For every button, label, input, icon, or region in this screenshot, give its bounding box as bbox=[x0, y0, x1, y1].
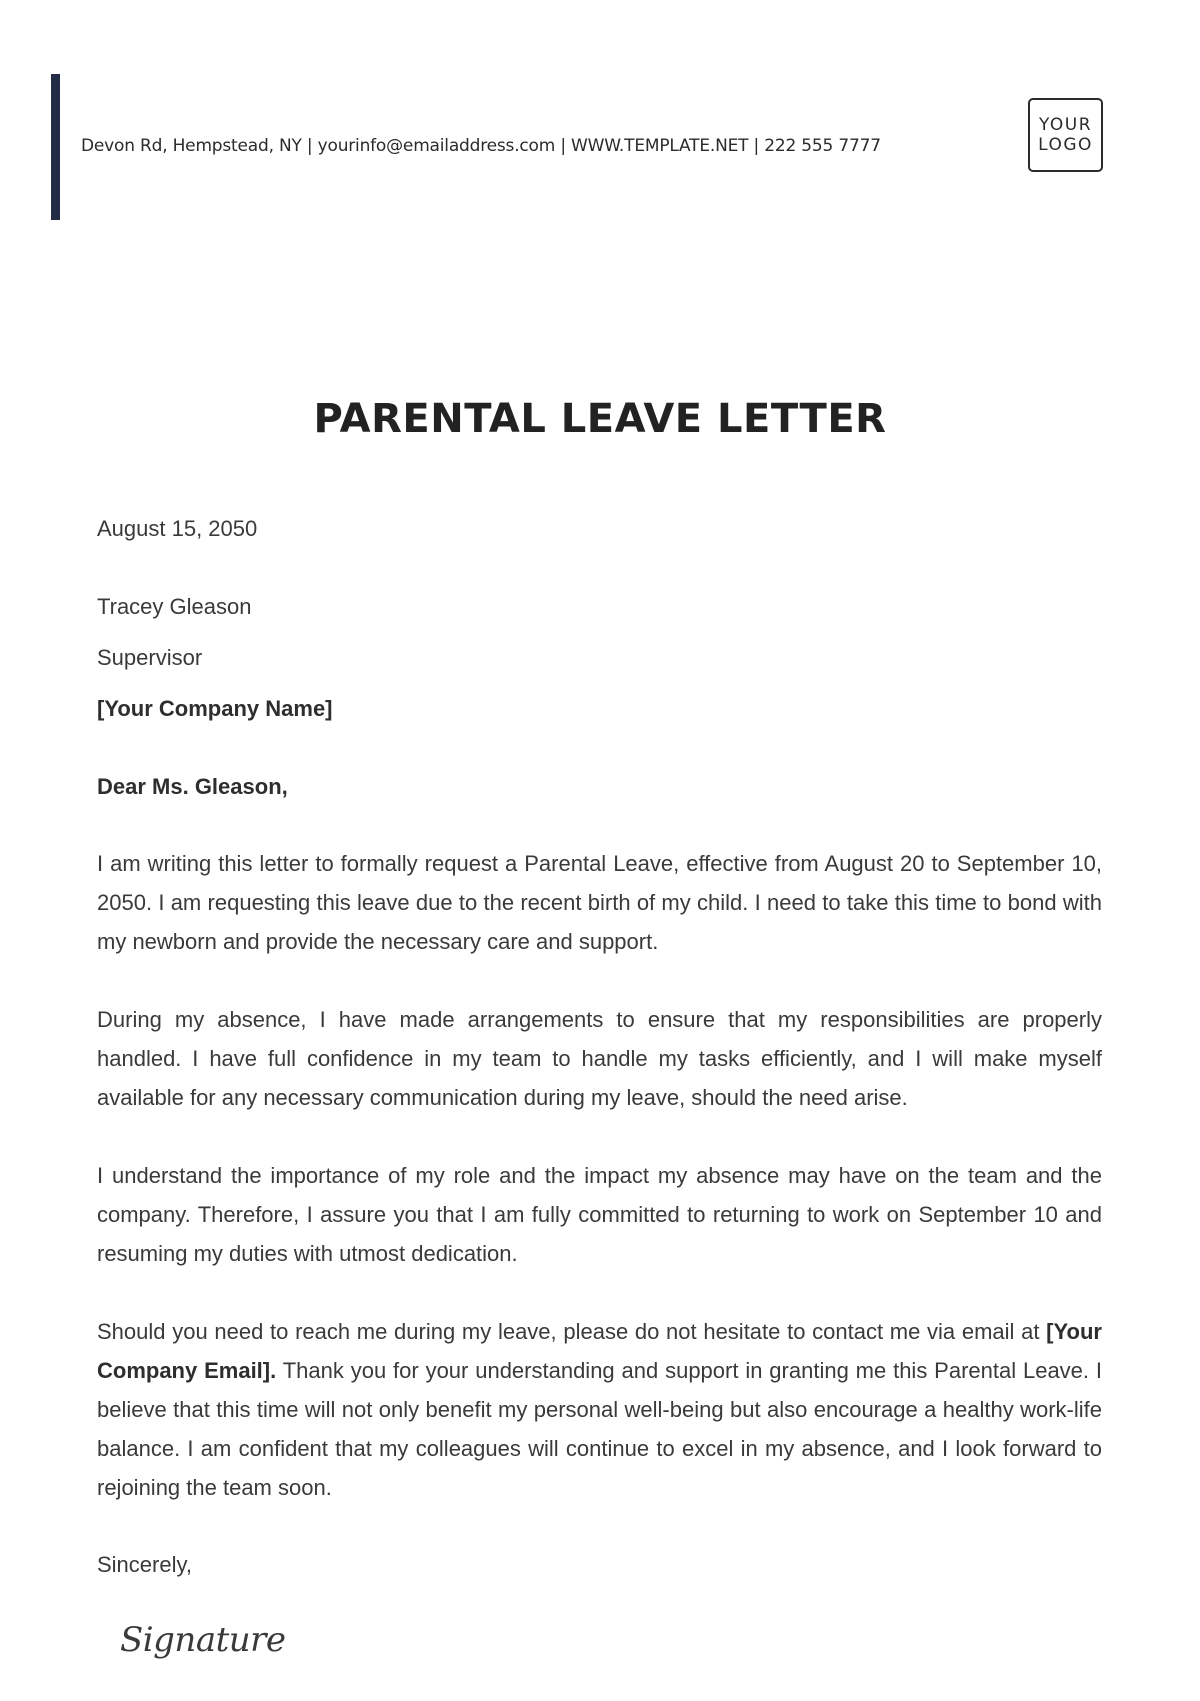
header-accent-bar bbox=[51, 74, 60, 220]
signature: Signature bbox=[120, 1620, 286, 1660]
company-name: [Your Company Name] bbox=[97, 696, 333, 721]
logo-placeholder bbox=[1028, 98, 1103, 172]
body-paragraph-3: I understand the importance of my role and the impact my absence may have on the team and the company. Therefore, I assure you that I am fully committed to returning to work on September 10 and resuming my duties with utmost dedication. bbox=[97, 1163, 1102, 1266]
body-paragraph-1: I am writing this letter to formally request a Parental Leave, effective from August 20 to September 10, 2050. I am requesting this leave due to the recent birth of my child. I need to take this time to bond with my newborn and provide the necessary care and support. bbox=[97, 851, 1102, 954]
recipient-title: Supervisor bbox=[97, 645, 203, 670]
paragraph4-end: Thank you for your understanding and support in granting me this Parental Leave. I believe that this time will not only benefit my personal well-being but also encourage a healthy work-life balance. I am confident that my colleagues will continue to excel in my absence, and I look forward to rejoining the team soon. bbox=[97, 1358, 1103, 1500]
recipient-name: Tracey Gleason bbox=[97, 594, 252, 619]
company-email: [Your Company Email]. bbox=[97, 1319, 1102, 1383]
logo-text-line2: LOGO bbox=[1038, 135, 1093, 155]
salutation: Dear Ms. Gleason, bbox=[97, 774, 288, 799]
body-paragraph-4 bbox=[97, 1312, 1102, 1507]
contact-info: Devon Rd, Hempstead, NY | yourinfo@emailaddress.com | WWW.TEMPLATE.NET | 222 555 7777 bbox=[81, 136, 881, 156]
letter-date: August 15, 2050 bbox=[97, 516, 258, 541]
logo-text-line1: YOUR bbox=[1038, 115, 1093, 135]
page-title: PARENTAL LEAVE LETTER bbox=[313, 396, 887, 442]
paragraph4-start: Should you need to reach me during my leave, please do not hesitate to contact me via email at bbox=[97, 1319, 1040, 1344]
body-paragraph-2: During my absence, I have made arrangements to ensure that my responsibilities are properly handled. I have full confidence in my team to handle my tasks efficiently, and I will make myself available for any necessary communication during my leave, should the need arise. bbox=[97, 1007, 1102, 1110]
closing: Sincerely, bbox=[97, 1552, 192, 1577]
